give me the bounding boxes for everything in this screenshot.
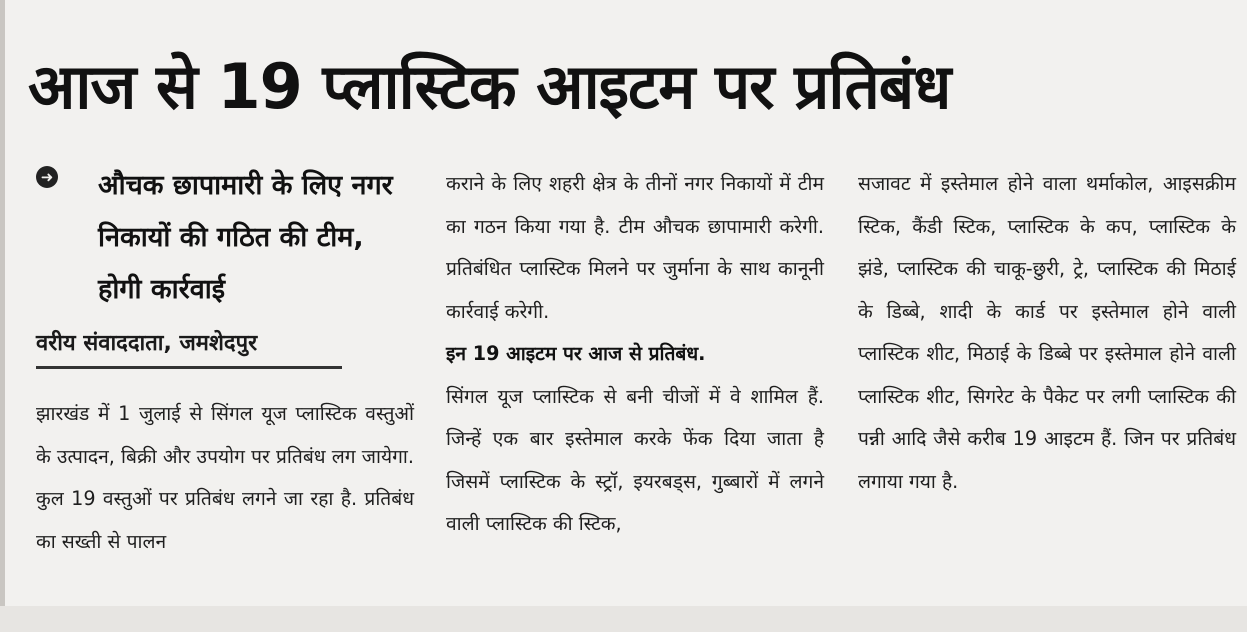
subheadline-block [36,160,416,316]
column-2-paragraph-1: कराने के लिए शहरी क्षेत्र के तीनों नगर निकायों में टीम का गठन किया गया है. टीम औचक छापामारी करेगी. प्रतिबंधित प्लास्टिक मिलने पर जुर्माना के साथ कानूनी कार्रवाई करेगी. [446,172,824,323]
article-column-2 [446,163,824,546]
column-1-text: झारखंड में 1 जुलाई से सिंगल यूज प्लास्टिक वस्तुओं के उत्पादन, बिक्री और उपयोग पर प्रतिबंध लग जायेगा. कुल 19 वस्तुओं पर प्रतिबंध लगने जा रहा है. प्रतिबंध का सख्ती से पालन [36,402,414,553]
page-edge [0,0,5,632]
subheadline: औचक छापामारी के लिए नगर निकायों की गठित की टीम, होगी कार्रवाई [98,170,393,305]
arrow-circle-icon: ➜ [36,166,58,188]
article-column-3 [858,163,1236,503]
byline: वरीय संवाददाता, जमशेदपुर [36,322,342,369]
column-2-subheading: इन 19 आइटम पर आज से प्रतिबंध. [446,342,706,365]
column-2-paragraph-2: सिंगल यूज प्लास्टिक से बनी चीजों में वे शामिल हैं. जिन्हें एक बार इस्तेमाल करके फेंक दिया जाता है जिसमें प्लास्टिक के स्ट्रॉ, इयरबड्स, गुब्बारों में लगने वाली प्लास्टिक की स्टिक, [446,384,824,535]
column-3-text: सजावट में इस्तेमाल होने वाला थर्माकोल, आइसक्रीम स्टिक, कैंडी स्टिक, प्लास्टिक के कप, प्लास्टिक के झंडे, प्लास्टिक की चाकू-छुरी, ट्रे, प्लास्टिक की मिठाई के डिब्बे, शादी के कार्ड पर इस्तेमाल होने वाली प्लास्टिक शीट, मिठाई के डिब्बे पर इस्तेमाल होने वाली प्लास्टिक शीट, सिगरेट के पैकेट पर लगी प्लास्टिक की पन्नी आदि जैसे करीब 19 आइटम हैं. जिन पर प्रतिबंध लगाया गया है. [858,172,1236,493]
page-bottom-band [0,606,1247,632]
article-column-1 [36,393,414,563]
headline: आज से 19 प्लास्टिक आइटम पर प्रतिबंध [28,50,951,123]
